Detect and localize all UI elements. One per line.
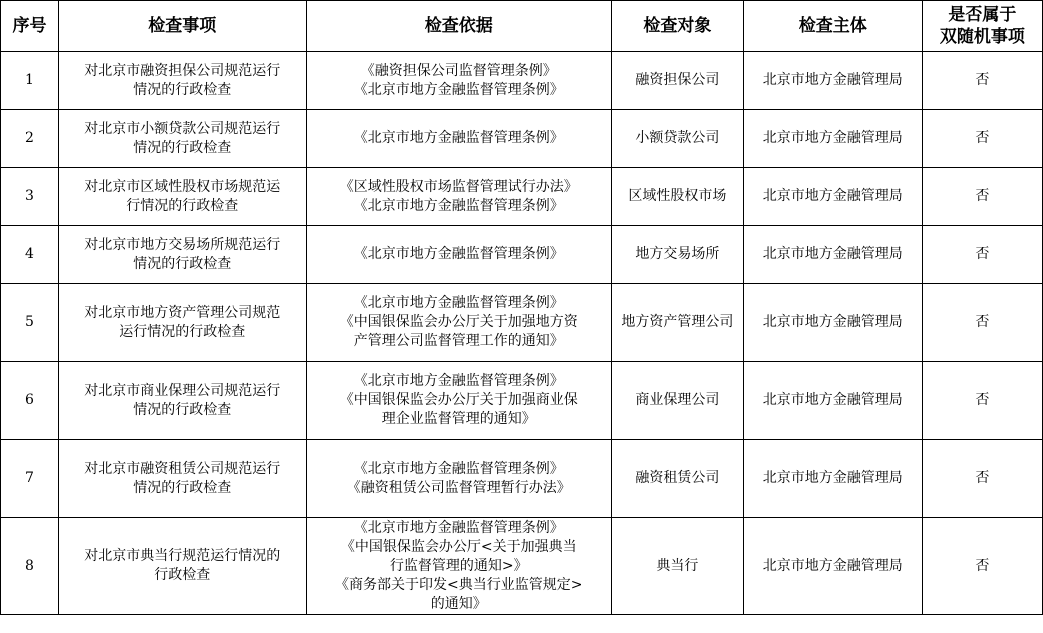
cell-object: 小额贷款公司 [612,110,744,168]
cell-item [58,284,306,362]
header-basis: 检查依据 [306,1,612,52]
cell-item [58,110,306,168]
cell-item-line: 对北京市小额贷款公司规范运行 [84,120,281,137]
cell-random: 否 [922,226,1042,284]
cell-subject: 北京市地方金融管理局 [743,284,922,362]
cell-item-line: 运行情况的行政检查 [119,323,246,340]
cell-item-line: 情况的行政检查 [133,139,232,156]
cell-random: 否 [922,518,1042,615]
header-item: 检查事项 [58,1,306,52]
cell-no: 2 [1,110,59,168]
cell-basis [306,284,612,362]
cell-basis-line: 《融资租赁公司监督管理暂行办法》 [346,479,571,496]
cell-basis-line: 产管理公司监督管理工作的通知》 [353,333,564,349]
cell-random: 否 [922,440,1042,518]
cell-basis-line: 《中国银保监会办公厅关于加强商业保 [339,392,578,408]
cell-object: 融资租赁公司 [612,440,744,518]
cell-basis [306,168,612,226]
cell-random: 否 [922,110,1042,168]
table-row [1,440,1043,518]
table-row [1,168,1043,226]
header-row [1,1,1043,52]
cell-random: 否 [922,168,1042,226]
cell-item [58,362,306,440]
cell-basis-line: 《商务部关于印发<典当行业监管规定> [335,576,583,593]
header-object: 检查对象 [612,1,744,52]
cell-item [58,440,306,518]
table-row [1,362,1043,440]
cell-basis [306,110,612,168]
cell-basis-line: 《北京市地方金融监督管理条例》 [353,519,564,536]
table-row [1,284,1043,362]
cell-item-line: 行情况的行政检查 [126,197,239,214]
cell-object: 区域性股权市场 [612,168,744,226]
cell-basis-line: 行监督管理的通知>》 [389,557,528,574]
cell-no: 6 [1,362,59,440]
cell-basis [306,226,612,284]
cell-object: 地方资产管理公司 [612,284,744,362]
cell-basis-line: 《北京市地方金融监督管理条例》 [353,295,564,311]
cell-item-line: 行政检查 [154,567,211,583]
header-random-line1: 是否属于 [948,5,1017,25]
table-row [1,52,1043,110]
cell-item-line: 对北京市地方资产管理公司规范 [84,304,281,321]
cell-object: 地方交易场所 [612,226,744,284]
header-subject: 检查主体 [743,1,922,52]
cell-basis-line: 《中国银保监会办公厅<关于加强典当 [340,538,577,555]
table-row [1,226,1043,284]
cell-random: 否 [922,362,1042,440]
cell-subject: 北京市地方金融管理局 [743,518,922,615]
cell-no: 1 [1,52,59,110]
cell-basis [306,440,612,518]
cell-no: 8 [1,518,59,615]
table-row [1,518,1043,615]
cell-item-line: 情况的行政检查 [133,81,232,98]
cell-subject: 北京市地方金融管理局 [743,362,922,440]
cell-item-line: 情况的行政检查 [133,401,232,418]
header-random [922,1,1042,52]
cell-basis-line: 《北京市地方金融监督管理条例》 [353,460,564,477]
cell-basis-line: 《北京市地方金融监督管理条例》 [353,81,564,98]
cell-item [58,226,306,284]
cell-item-line: 情况的行政检查 [133,255,232,272]
cell-basis-line: 《北京市地方金融监督管理条例》 [353,197,564,214]
cell-random: 否 [922,284,1042,362]
cell-object: 融资担保公司 [612,52,744,110]
cell-subject: 北京市地方金融管理局 [743,110,922,168]
cell-basis [306,518,612,615]
cell-basis-line: 《区域性股权市场监督管理试行办法》 [339,178,578,195]
cell-basis-line: 《融资担保公司监督管理条例》 [360,62,557,79]
cell-item-line: 对北京市融资租赁公司规范运行 [84,460,281,477]
cell-item [58,52,306,110]
header-random-line2: 双随机事项 [939,27,1025,47]
cell-subject: 北京市地方金融管理局 [743,226,922,284]
cell-item-line: 对北京市典当行规范运行情况的 [84,548,281,564]
cell-basis [306,52,612,110]
cell-basis-line: 《北京市地方金融监督管理条例》 [353,373,564,389]
cell-subject: 北京市地方金融管理局 [743,440,922,518]
cell-item-line: 对北京市融资担保公司规范运行 [84,62,281,79]
cell-subject: 北京市地方金融管理局 [743,52,922,110]
header-no: 序号 [1,1,59,52]
cell-basis-line: 《中国银保监会办公厅关于加强地方资 [339,314,578,330]
cell-no: 3 [1,168,59,226]
cell-basis [306,362,612,440]
cell-basis-line: 《北京市地方金融监督管理条例》 [353,246,564,262]
cell-no: 4 [1,226,59,284]
cell-item [58,168,306,226]
cell-item-line: 对北京市地方交易场所规范运行 [84,236,281,253]
cell-object: 典当行 [612,518,744,615]
cell-object: 商业保理公司 [612,362,744,440]
cell-basis-line: 理企业监督管理的通知》 [381,411,536,427]
cell-item-line: 情况的行政检查 [133,479,232,496]
cell-item [58,518,306,615]
cell-item-line: 对北京市商业保理公司规范运行 [84,382,281,399]
cell-no: 7 [1,440,59,518]
cell-no: 5 [1,284,59,362]
cell-basis-line: 的通知》 [430,595,487,612]
cell-subject: 北京市地方金融管理局 [743,168,922,226]
table-row [1,110,1043,168]
cell-item-line: 对北京市区域性股权市场规范运 [84,178,281,195]
cell-random: 否 [922,52,1042,110]
cell-basis-line: 《北京市地方金融监督管理条例》 [353,130,564,146]
